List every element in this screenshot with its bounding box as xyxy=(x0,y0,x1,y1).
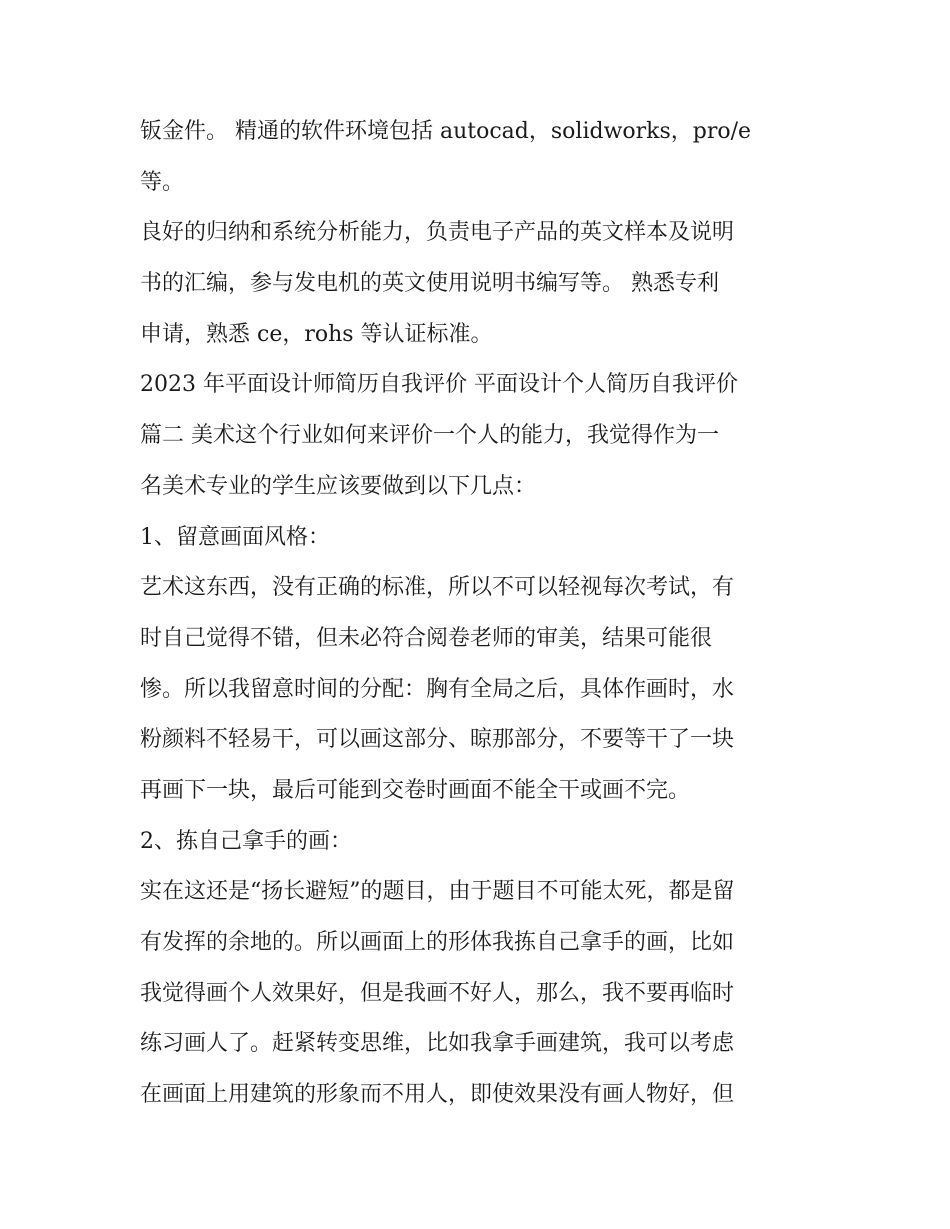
text-line: 等。 xyxy=(140,169,185,195)
text-line: 时自己觉得不错，但未必符合阅卷老师的审美，结果可能很 xyxy=(140,625,713,651)
text-line: 练习画人了。赶紧转变思维，比如我拿手画建筑，我可以考虑 xyxy=(140,1031,735,1057)
text-line: 钣金件。 精通的软件环境包括 autocad，solidworks，pro/e xyxy=(140,119,752,144)
text-line: 实在这还是“扬长避短”的题目，由于题目不可能太死，都是留 xyxy=(140,879,735,905)
text-line: 艺术这东西，没有正确的标准，所以不可以轻视每次考试，有 xyxy=(140,575,735,601)
text-line: 书的汇编，参与发电机的英文使用说明书编写等。 熟悉专利 xyxy=(140,271,719,297)
text-line: 再画下一块，最后可能到交卷时画面不能全干或画不完。 xyxy=(140,777,691,803)
text-line: 良好的归纳和系统分析能力，负责电子产品的英文样本及说明 xyxy=(140,220,735,246)
text-line: 我觉得画个人效果好，但是我画不好人，那么，我不要再临时 xyxy=(140,980,735,1006)
text-line: 2023 年平面设计师简历自我评价 平面设计个人简历自我评价 xyxy=(140,372,738,398)
document-page xyxy=(140,107,820,1121)
text-line: 惨。所以我留意时间的分配：胸有全局之后，具体作画时，水 xyxy=(140,676,735,702)
text-line: 粉颜料不轻易干，可以画这部分、晾那部分，不要等干了一块 xyxy=(140,727,735,753)
section-heading: 2、拣自己拿手的画： xyxy=(140,828,352,854)
text-line: 申请，熟悉 ce，rohs 等认证标准。 xyxy=(140,321,493,347)
text-line: 篇二 美术这个行业如何来评价一个人的能力，我觉得作为一 xyxy=(140,423,719,449)
text-line: 名美术专业的学生应该要做到以下几点： xyxy=(140,473,537,499)
section-heading: 1、留意画面风格： xyxy=(140,524,330,550)
text-line: 有发挥的余地的。所以画面上的形体我拣自己拿手的画，比如 xyxy=(140,930,735,955)
text-line: 在画面上用建筑的形象而不用人，即使效果没有画人物好，但 xyxy=(140,1082,735,1108)
